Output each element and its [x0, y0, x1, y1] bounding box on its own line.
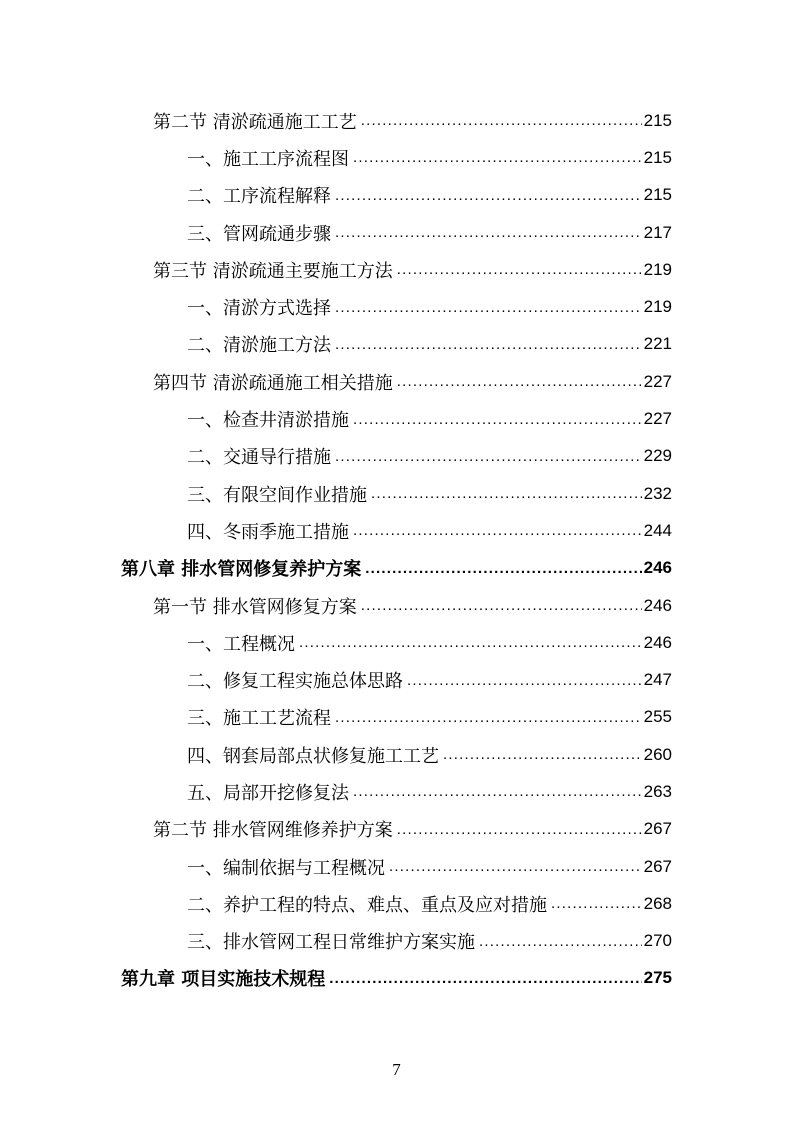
toc-entry-page: 247	[643, 670, 672, 690]
toc-leader-dots	[397, 262, 642, 277]
toc-leader-dots	[361, 598, 642, 613]
toc-entry-title: 第二节 清淤疏通施工工艺	[153, 111, 357, 133]
toc-entry-title: 三、施工工艺流程	[187, 708, 331, 730]
toc-leader-dots	[335, 188, 642, 203]
toc-entry-title: 第九章 项目实施技术规程	[121, 969, 326, 991]
toc-leader-dots	[443, 747, 642, 762]
toc-entry[interactable]	[0, 139, 793, 176]
toc-entry-title: 二、养护工程的特点、难点、重点及应对措施	[187, 894, 547, 916]
toc-entry[interactable]	[0, 251, 793, 288]
toc-leader-dots	[361, 113, 642, 128]
toc-entry[interactable]	[0, 400, 793, 437]
toc-entry-title: 一、施工工序流程图	[187, 148, 349, 170]
toc-entry-page: 244	[643, 520, 672, 540]
toc-entry-title: 二、修复工程实施总体思路	[187, 671, 403, 693]
toc-leader-dots	[397, 374, 642, 389]
toc-entry-page: 227	[643, 409, 672, 429]
toc-entry[interactable]	[0, 512, 793, 549]
toc-entry-page: 229	[643, 446, 672, 466]
toc-entry-page: 227	[643, 371, 672, 391]
toc-leader-dots	[335, 449, 642, 464]
toc-leader-dots	[389, 859, 642, 874]
toc-entry-title: 三、有限空间作业措施	[187, 484, 367, 506]
toc-entry-title: 第一节 排水管网修复方案	[153, 596, 357, 618]
toc-entry-page: 215	[643, 185, 672, 205]
toc-entry-page: 215	[643, 147, 672, 167]
toc-entry[interactable]	[0, 326, 793, 363]
toc-entry-page: 268	[643, 893, 672, 913]
toc-entry-title: 四、冬雨季施工措施	[187, 521, 349, 543]
toc-entry[interactable]	[0, 102, 793, 139]
toc-entry[interactable]	[0, 550, 793, 587]
toc-entry-page: 215	[643, 110, 672, 130]
toc-entry-page: 263	[643, 781, 672, 801]
toc-entry-title: 第八章 排水管网修复养护方案	[121, 559, 362, 581]
toc-entry[interactable]	[0, 475, 793, 512]
toc-entry[interactable]	[0, 736, 793, 773]
toc-entry-title: 三、排水管网工程日常维护方案实施	[187, 932, 475, 954]
toc-entry[interactable]	[0, 885, 793, 922]
toc-entry[interactable]	[0, 661, 793, 698]
toc-entry-page: 275	[643, 968, 672, 988]
toc-entry[interactable]	[0, 214, 793, 251]
toc-entry[interactable]	[0, 923, 793, 960]
toc-entry-title: 第四节 清淤疏通施工相关措施	[153, 372, 393, 394]
toc-entry[interactable]	[0, 177, 793, 214]
toc-leader-dots	[353, 150, 642, 165]
toc-entry-title: 一、编制依据与工程概况	[187, 857, 385, 879]
toc-entry-page: 246	[643, 595, 672, 615]
toc-entry-page: 246	[643, 632, 672, 652]
toc-entry-title: 二、交通导行措施	[187, 447, 331, 469]
toc-leader-dots	[335, 300, 642, 315]
toc-entry[interactable]	[0, 848, 793, 885]
toc-entry[interactable]	[0, 773, 793, 810]
toc-entry-title: 五、局部开挖修复法	[187, 782, 349, 804]
page-number: 7	[392, 1060, 401, 1079]
toc-entry[interactable]	[0, 363, 793, 400]
toc-entry-page: 260	[643, 744, 672, 764]
toc-leader-dots	[353, 412, 642, 427]
toc-entry[interactable]	[0, 288, 793, 325]
toc-entry[interactable]	[0, 811, 793, 848]
toc-leader-dots	[353, 523, 642, 538]
toc-entry-page: 219	[643, 297, 672, 317]
table-of-contents	[0, 102, 793, 997]
toc-entry-page: 232	[643, 483, 672, 503]
toc-entry[interactable]	[0, 960, 793, 997]
toc-entry-title: 第二节 排水管网维修养护方案	[153, 820, 393, 842]
toc-leader-dots	[551, 896, 642, 911]
toc-entry-page: 267	[643, 856, 672, 876]
toc-leader-dots	[335, 225, 642, 240]
toc-entry-title: 二、清淤施工方法	[187, 335, 331, 357]
toc-entry-page: 267	[643, 819, 672, 839]
toc-leader-dots	[329, 971, 641, 986]
toc-leader-dots	[397, 822, 642, 837]
toc-entry-page: 270	[643, 931, 672, 951]
toc-entry-title: 三、管网疏通步骤	[187, 223, 331, 245]
toc-entry[interactable]	[0, 438, 793, 475]
toc-leader-dots	[335, 710, 642, 725]
toc-entry[interactable]	[0, 587, 793, 624]
toc-entry-title: 一、工程概况	[187, 633, 295, 655]
toc-leader-dots	[371, 486, 642, 501]
toc-entry-title: 四、钢套局部点状修复施工工艺	[187, 745, 439, 767]
toc-entry[interactable]	[0, 699, 793, 736]
toc-entry-page: 246	[643, 558, 672, 578]
toc-leader-dots	[299, 635, 642, 650]
toc-entry-page: 255	[643, 707, 672, 727]
toc-entry-page: 217	[643, 222, 672, 242]
toc-entry-page: 221	[643, 334, 672, 354]
toc-entry-title: 一、检查井清淤措施	[187, 410, 349, 432]
toc-entry-title: 二、工序流程解释	[187, 186, 331, 208]
toc-entry-page: 219	[643, 259, 672, 279]
toc-entry[interactable]	[0, 624, 793, 661]
toc-entry-title: 第三节 清淤疏通主要施工方法	[153, 260, 393, 282]
toc-leader-dots	[479, 934, 642, 949]
toc-leader-dots	[407, 673, 642, 688]
toc-leader-dots	[365, 561, 641, 576]
toc-entry-title: 一、清淤方式选择	[187, 298, 331, 320]
toc-leader-dots	[353, 784, 642, 799]
toc-leader-dots	[335, 337, 642, 352]
